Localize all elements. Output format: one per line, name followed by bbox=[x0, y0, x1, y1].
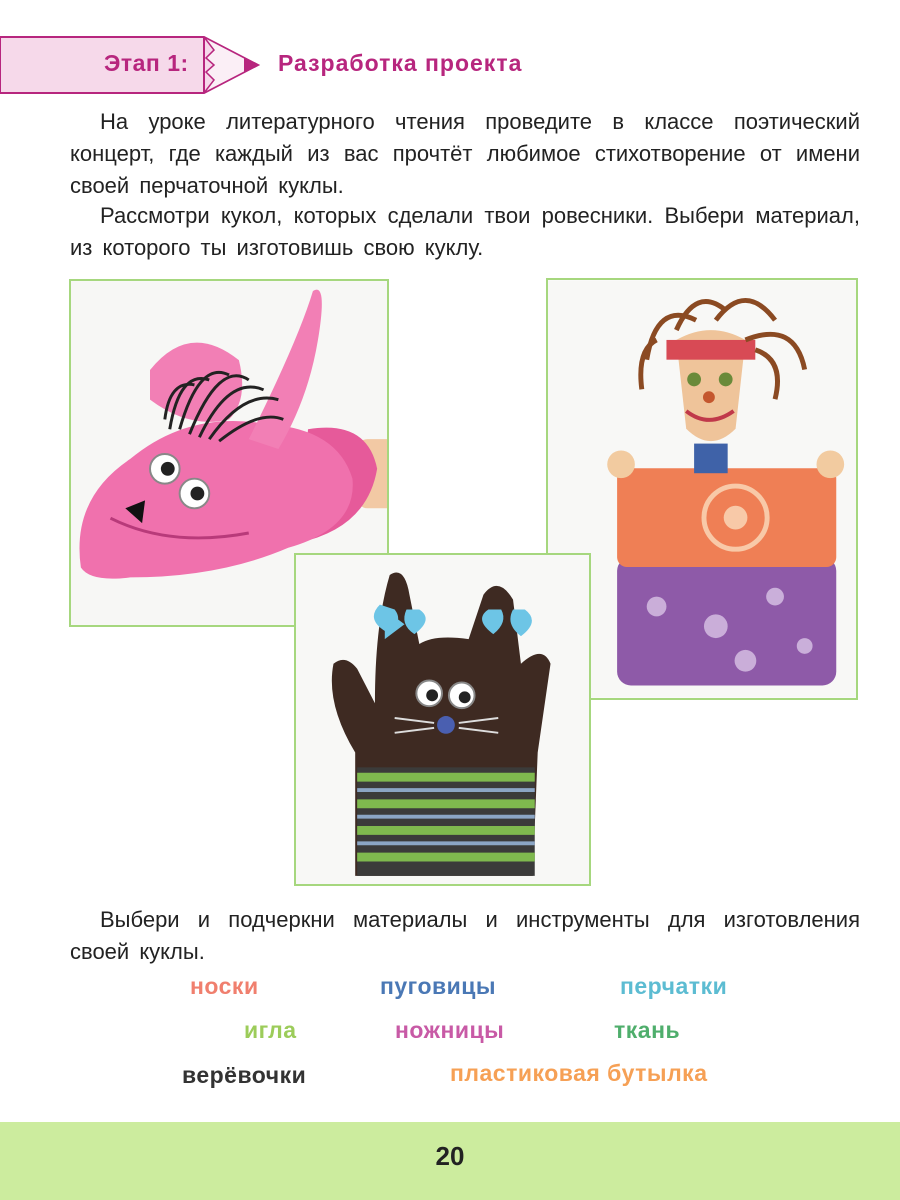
intro-text: На уроке литературного чтения проведите в классе поэтический концерт, где каждый из вас прочтёт любимое стихотворение от имени своей перчаточной куклы. bbox=[70, 109, 860, 198]
material-word[interactable]: пластиковая бутылка bbox=[450, 1060, 708, 1086]
look-text: Рассмотри кукол, которых сделали твои ровесники. Выбери материал, из которого ты изготовишь свою куклу. bbox=[70, 203, 860, 260]
choose-text: Выбери и подчеркни материалы и инструменты для изготовления своей куклы. bbox=[70, 907, 860, 964]
material-word[interactable]: перчатки bbox=[620, 973, 728, 999]
cat-puppet-icon bbox=[296, 555, 589, 884]
choose-paragraph bbox=[70, 904, 860, 968]
stage-label: Этап 1: bbox=[104, 50, 189, 76]
clown-puppet-photo bbox=[546, 278, 858, 700]
clown-puppet-icon bbox=[548, 280, 856, 698]
stage-header bbox=[0, 36, 560, 94]
intro-paragraph bbox=[70, 106, 860, 202]
material-word[interactable]: верёвочки bbox=[182, 1062, 307, 1088]
material-word[interactable]: ткань bbox=[614, 1017, 681, 1043]
material-word[interactable]: пуговицы bbox=[380, 973, 497, 999]
cat-puppet-photo bbox=[294, 553, 591, 886]
material-word[interactable]: носки bbox=[190, 973, 259, 999]
page-number: 20 bbox=[435, 1141, 465, 1171]
look-paragraph bbox=[70, 200, 860, 264]
material-word[interactable]: игла bbox=[244, 1017, 297, 1043]
stage-title: Разработка проекта bbox=[278, 50, 523, 76]
material-word[interactable]: ножницы bbox=[395, 1017, 505, 1043]
